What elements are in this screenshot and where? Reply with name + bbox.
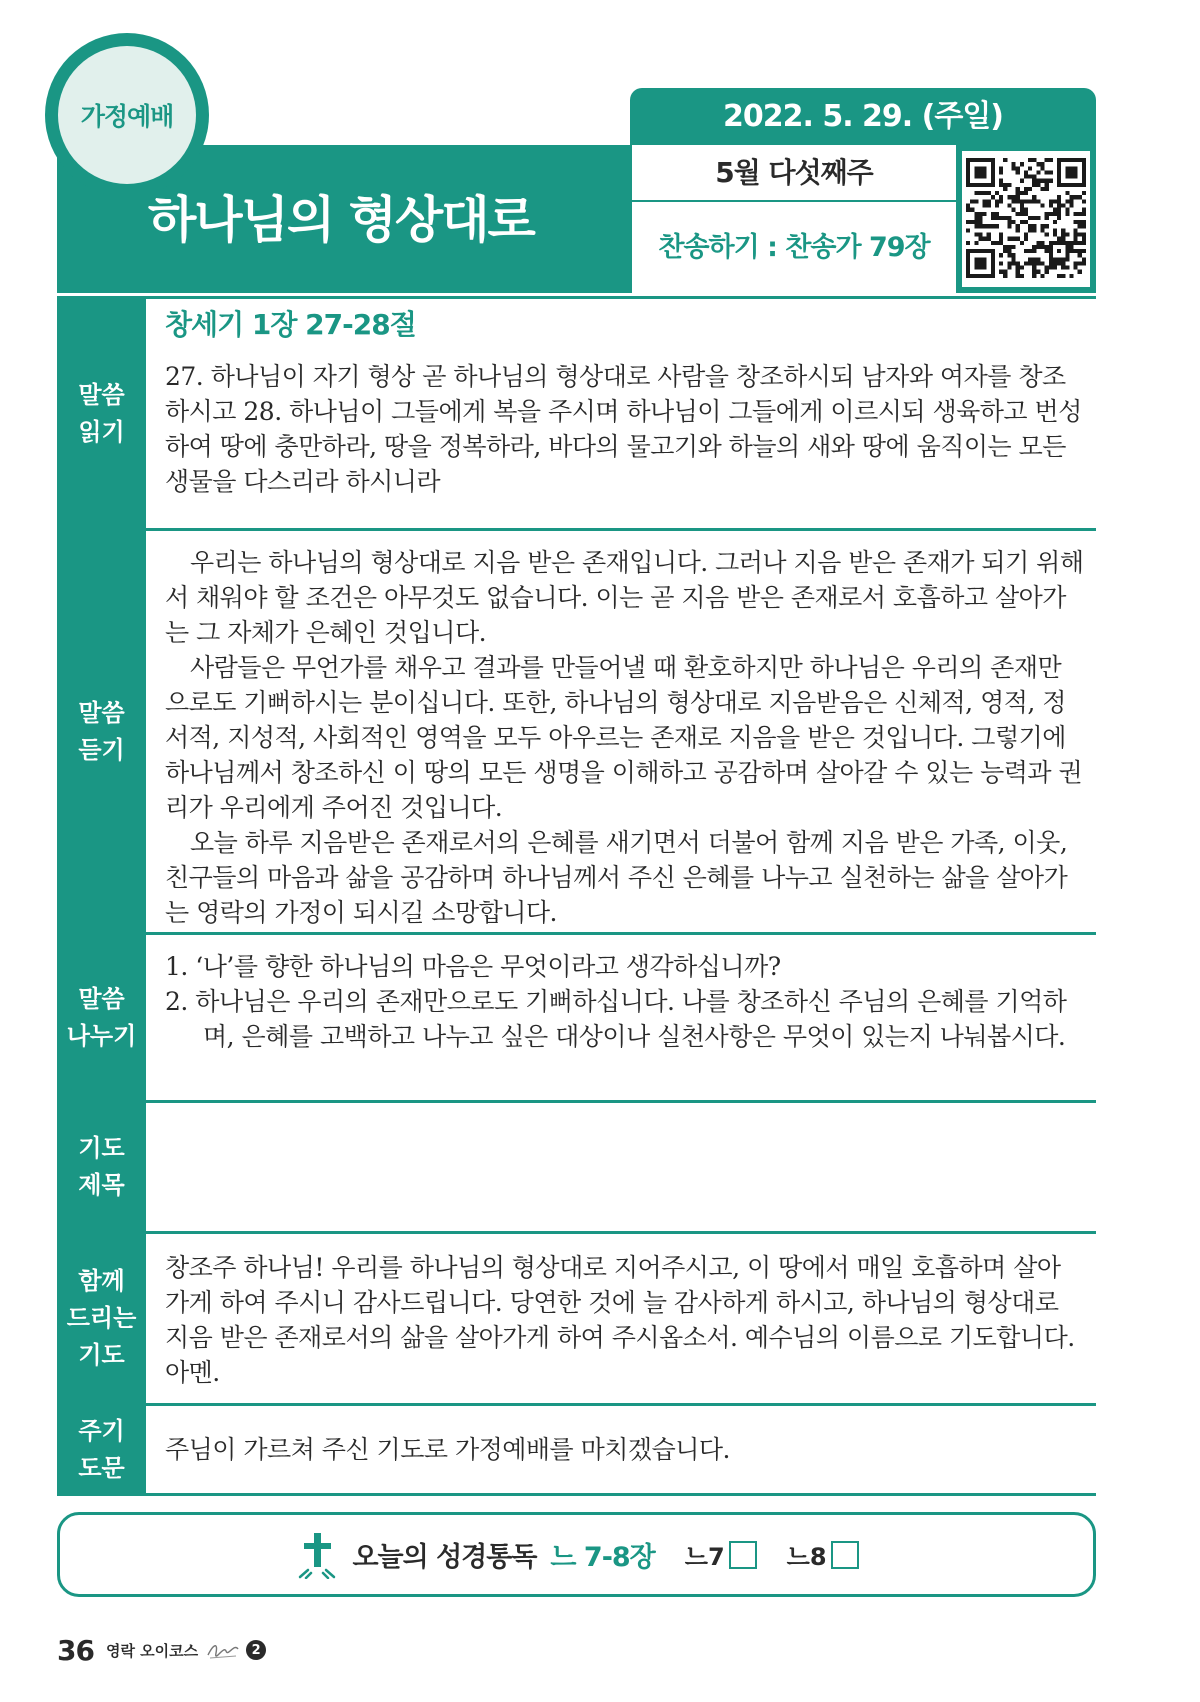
section-label [57, 935, 146, 1100]
question-list [165, 949, 1084, 1054]
label-line: 기도 [78, 1341, 125, 1369]
label-line: 드리는 [66, 1304, 137, 1332]
qr-code-icon [966, 158, 1086, 278]
section-body [165, 305, 1084, 528]
page-number: 36 [57, 1633, 94, 1667]
reading-checkbox[interactable] [729, 1541, 757, 1569]
prayer-text: 창조주 하나님! 우리를 하나님의 형상대로 지어주시고, 이 땅에서 매일 호흡하며 살아가게 하여 주시니 감사드립니다. 당연한 것에 늘 감사하게 하시고, 하나님의 형상대로 지음 받은 존재로서의 삶을 살아가게 하여 주시옵소서. 예수님의 이름으로 기도합니다. 아멘. [165, 1253, 1075, 1387]
closing-text: 주님이 가르쳐 주신 기도로 가정예배를 마치겠습니다. [165, 1435, 730, 1464]
section-prayer [57, 1234, 1096, 1406]
section-label [57, 1103, 146, 1231]
section-body [165, 949, 1084, 1100]
date-label: 2022. 5. 29. (주일) [630, 88, 1096, 145]
page-footer [57, 1630, 266, 1670]
section-body [165, 1432, 1084, 1493]
bible-reading-label: 오늘의 성경통독 [352, 1542, 537, 1573]
label-line: 말씀 [78, 698, 125, 727]
reading-check-item [685, 1537, 757, 1572]
reading-check-item [787, 1537, 859, 1572]
section-closing [57, 1406, 1096, 1496]
week-label: 5월 다섯째주 [632, 145, 956, 202]
signature-logo-icon [206, 1639, 240, 1661]
section-sermon [57, 531, 1096, 935]
sermon-paragraph: 사람들은 무언가를 채우고 결과를 만들어낼 때 환호하지만 하나님은 우리의 존재만으로도 기뻐하시는 분이십니다. 또한, 하나님의 형상대로 지음받음은 신체적, 영적, 정서적, 지성적, 사회적인 영역을 모두 아우르는 존재로 지음을 받은 것입니다. 그렇기에 하나님께서 창조하신 이 땅의 모든 생명을 이해하고 공감하며 살아갈 수 있는 능력과 권리가 우리에게 주어진 것입니다. [165, 653, 1083, 822]
scripture-reference: 창세기 1장 27-28절 [165, 308, 416, 341]
bible-reading-range: 느 7-8장 [550, 1542, 655, 1573]
check-label: 느8 [786, 1543, 827, 1571]
sermon-paragraph: 우리는 하나님의 형상대로 지음 받은 존재입니다. 그러나 지음 받은 존재가 되기 위해서 채워야 할 조건은 아무것도 없습니다. 이는 곧 지음 받은 존재로서 호흡하고 살아가는 그 자체가 은혜인 것입니다. [165, 548, 1084, 647]
scripture-text: 27. 하나님이 자기 형상 곧 하나님의 형상대로 사람을 창조하시되 남자와 여자를 창조하시고 28. 하나님이 그들에게 복을 주시며 하나님이 그들에게 이르시되 생육하고 번성하여 땅에 충만하라, 땅을 정복하라, 바다의 물고기와 하늘의 새와 땅에 움직이는 모든 생물을 다스리라 하시니라 [165, 362, 1082, 496]
section-scripture-reading [57, 299, 1096, 531]
section-label [57, 1234, 146, 1403]
list-item: 2. 하나님은 우리의 존재만으로도 기뻐하십니다. 나를 창조하신 주님의 은혜를 기억하며, 은혜를 고백하고 나누고 싶은 대상이나 실천사항은 무엇이 있는지 나눠봅시다. [165, 987, 1067, 1051]
label-line: 도문 [78, 1453, 125, 1482]
sermon-paragraph: 오늘 하루 지음받은 존재로서의 은혜를 새기면서 더불어 함께 지음 받은 가족, 이웃, 친구들의 마음과 삶을 공감하며 하나님께서 주신 은혜를 나누고 실천하는 삶을 살아가는 영락의 가정이 되시길 소망합니다. [165, 828, 1068, 927]
hymn-label: 찬송하기 : 찬송가 79장 [658, 232, 930, 263]
section-discussion [57, 935, 1096, 1103]
label-line: 말씀 [78, 984, 125, 1013]
cross-icon [294, 1531, 340, 1579]
label-line: 주기 [78, 1416, 125, 1445]
publication-name: 영락 오이코스 [105, 1641, 199, 1660]
section-prayer-topics [57, 1103, 1096, 1234]
check-label: 느7 [684, 1543, 725, 1571]
reading-checkbox[interactable] [831, 1541, 859, 1569]
label-line: 나누기 [66, 1021, 137, 1050]
section-label [57, 531, 146, 932]
prayer-topics-blank[interactable] [165, 1103, 1084, 1231]
qr-code[interactable] [962, 151, 1090, 287]
section-body [165, 1250, 1084, 1403]
bible-reading-row [60, 1515, 1093, 1594]
section-label [57, 299, 146, 528]
label-line: 듣기 [78, 735, 125, 764]
bible-reading-box [57, 1512, 1096, 1597]
label-line: 제목 [78, 1171, 125, 1199]
label-line: 기도 [78, 1134, 125, 1162]
section-label [57, 1406, 146, 1493]
page-title: 하나님의 형상대로 [148, 191, 534, 249]
label-line: 말씀 [78, 380, 125, 409]
label-line: 읽기 [78, 417, 125, 446]
section-body [165, 545, 1084, 932]
category-badge: 가정예배 [58, 46, 196, 184]
volume-badge: 2 [246, 1640, 266, 1660]
info-box [630, 145, 956, 293]
label-line: 함께 [78, 1267, 125, 1295]
list-item: 1. ‘나’를 향한 하나님의 마음은 무엇이라고 생각하십니까? [165, 952, 781, 981]
